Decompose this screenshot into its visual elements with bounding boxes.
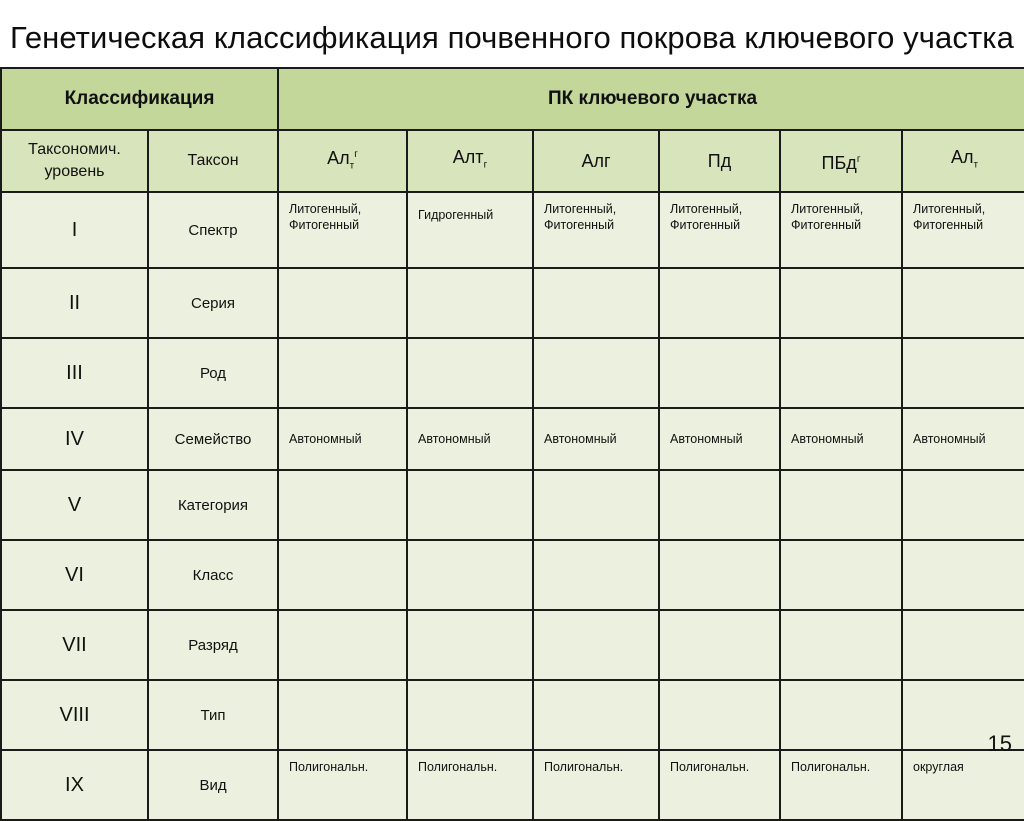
- value-cell: [659, 680, 780, 750]
- value-cell: [278, 680, 407, 750]
- page-number: 15: [987, 731, 1012, 756]
- header-classification: Классификация: [1, 68, 278, 130]
- code-superscript: г: [354, 149, 358, 161]
- taxon-cell: Тип: [148, 680, 278, 750]
- taxonomic-level-cell: V: [1, 470, 148, 540]
- value-cell: [533, 540, 659, 610]
- code-base: Ал: [950, 146, 974, 167]
- code-base: Алг: [581, 151, 611, 171]
- code-base: ПБд: [821, 152, 857, 173]
- value-cell: [902, 540, 1024, 610]
- header-code-0: [278, 130, 407, 192]
- value-cell: Литогенный, Фитогенный: [659, 192, 780, 268]
- table-row: [1, 680, 1024, 750]
- header-taxon: Таксон: [148, 130, 278, 192]
- header-row-groups: [1, 68, 1024, 130]
- value-cell: [659, 610, 780, 680]
- value-cell: Полигональн.: [278, 750, 407, 820]
- taxonomic-level-cell: VI: [1, 540, 148, 610]
- header-key-site-soil-cover: ПК ключевого участка: [278, 68, 1024, 130]
- value-cell: Литогенный, Фитогенный: [780, 192, 902, 268]
- value-cell: [902, 470, 1024, 540]
- value-cell: [407, 680, 533, 750]
- value-cell: Литогенный, Фитогенный: [902, 192, 1024, 268]
- classification-table: [0, 67, 1024, 821]
- taxonomic-level-cell: VIII: [1, 680, 148, 750]
- code-superscript: г: [856, 153, 861, 165]
- header-code-3: [659, 130, 780, 192]
- value-cell: [278, 540, 407, 610]
- taxon-cell: Спектр: [148, 192, 278, 268]
- value-cell: Полигональн.: [659, 750, 780, 820]
- value-cell: [902, 268, 1024, 338]
- value-cell: Полигональн.: [407, 750, 533, 820]
- value-cell: [780, 470, 902, 540]
- value-cell: [780, 540, 902, 610]
- value-cell: [278, 470, 407, 540]
- header-taxonomic-level: Таксономич. уровень: [1, 130, 148, 192]
- table-row: [1, 408, 1024, 470]
- value-cell: Гидрогенный: [407, 192, 533, 268]
- taxon-cell: Род: [148, 338, 278, 408]
- taxon-cell: Категория: [148, 470, 278, 540]
- table-row: [1, 192, 1024, 268]
- value-cell: [278, 268, 407, 338]
- value-cell: [659, 268, 780, 338]
- value-cell: [533, 338, 659, 408]
- table-row: [1, 338, 1024, 408]
- taxonomic-level-cell: I: [1, 192, 148, 268]
- value-cell: Автономный: [533, 408, 659, 470]
- code-subscript: г: [483, 159, 488, 171]
- slide-title: Генетическая классификация почвенного покрова ключевого участка: [10, 20, 1014, 55]
- taxon-cell: Разряд: [148, 610, 278, 680]
- value-cell: Полигональн.: [780, 750, 902, 820]
- value-cell: [780, 268, 902, 338]
- value-cell: [407, 470, 533, 540]
- taxonomic-level-cell: II: [1, 268, 148, 338]
- table-row: [1, 540, 1024, 610]
- code-base: Алт: [452, 146, 484, 167]
- header-code-1: [407, 130, 533, 192]
- taxon-cell: Серия: [148, 268, 278, 338]
- value-cell: [780, 338, 902, 408]
- value-cell: [533, 680, 659, 750]
- value-cell: Автономный: [278, 408, 407, 470]
- value-cell: [533, 268, 659, 338]
- value-cell: [780, 610, 902, 680]
- taxon-cell: Класс: [148, 540, 278, 610]
- header-code-4: [780, 130, 902, 192]
- value-cell: Автономный: [659, 408, 780, 470]
- value-cell: [278, 338, 407, 408]
- value-cell: [659, 338, 780, 408]
- taxonomic-level-cell: IX: [1, 750, 148, 820]
- value-cell: [533, 470, 659, 540]
- value-cell: [902, 338, 1024, 408]
- value-cell: [407, 540, 533, 610]
- value-cell: [407, 610, 533, 680]
- value-cell: округлая: [902, 750, 1024, 820]
- value-cell: Литогенный, Фитогенный: [278, 192, 407, 268]
- value-cell: [407, 338, 533, 408]
- value-cell: Литогенный, Фитогенный: [533, 192, 659, 268]
- header-row-columns: [1, 130, 1024, 192]
- value-cell: Автономный: [780, 408, 902, 470]
- table-row: [1, 470, 1024, 540]
- taxonomic-level-cell: III: [1, 338, 148, 408]
- value-cell: Полигональн.: [533, 750, 659, 820]
- value-cell: [659, 470, 780, 540]
- taxon-cell: Вид: [148, 750, 278, 820]
- header-code-2: [533, 130, 659, 192]
- value-cell: Автономный: [407, 408, 533, 470]
- code-base: Пд: [707, 151, 732, 171]
- taxon-cell: Семейство: [148, 408, 278, 470]
- value-cell: [902, 610, 1024, 680]
- value-cell: [278, 610, 407, 680]
- table-row: [1, 610, 1024, 680]
- taxonomic-level-cell: VII: [1, 610, 148, 680]
- value-cell: [407, 268, 533, 338]
- value-cell: Автономный: [902, 408, 1024, 470]
- header-code-5: [902, 130, 1024, 192]
- code-subscript: т: [349, 160, 355, 172]
- table-row: [1, 750, 1024, 820]
- table-row: [1, 268, 1024, 338]
- code-base: Ал: [327, 148, 350, 169]
- code-subscript: т: [973, 159, 979, 171]
- value-cell: [659, 540, 780, 610]
- taxonomic-level-cell: IV: [1, 408, 148, 470]
- value-cell: [780, 680, 902, 750]
- value-cell: [533, 610, 659, 680]
